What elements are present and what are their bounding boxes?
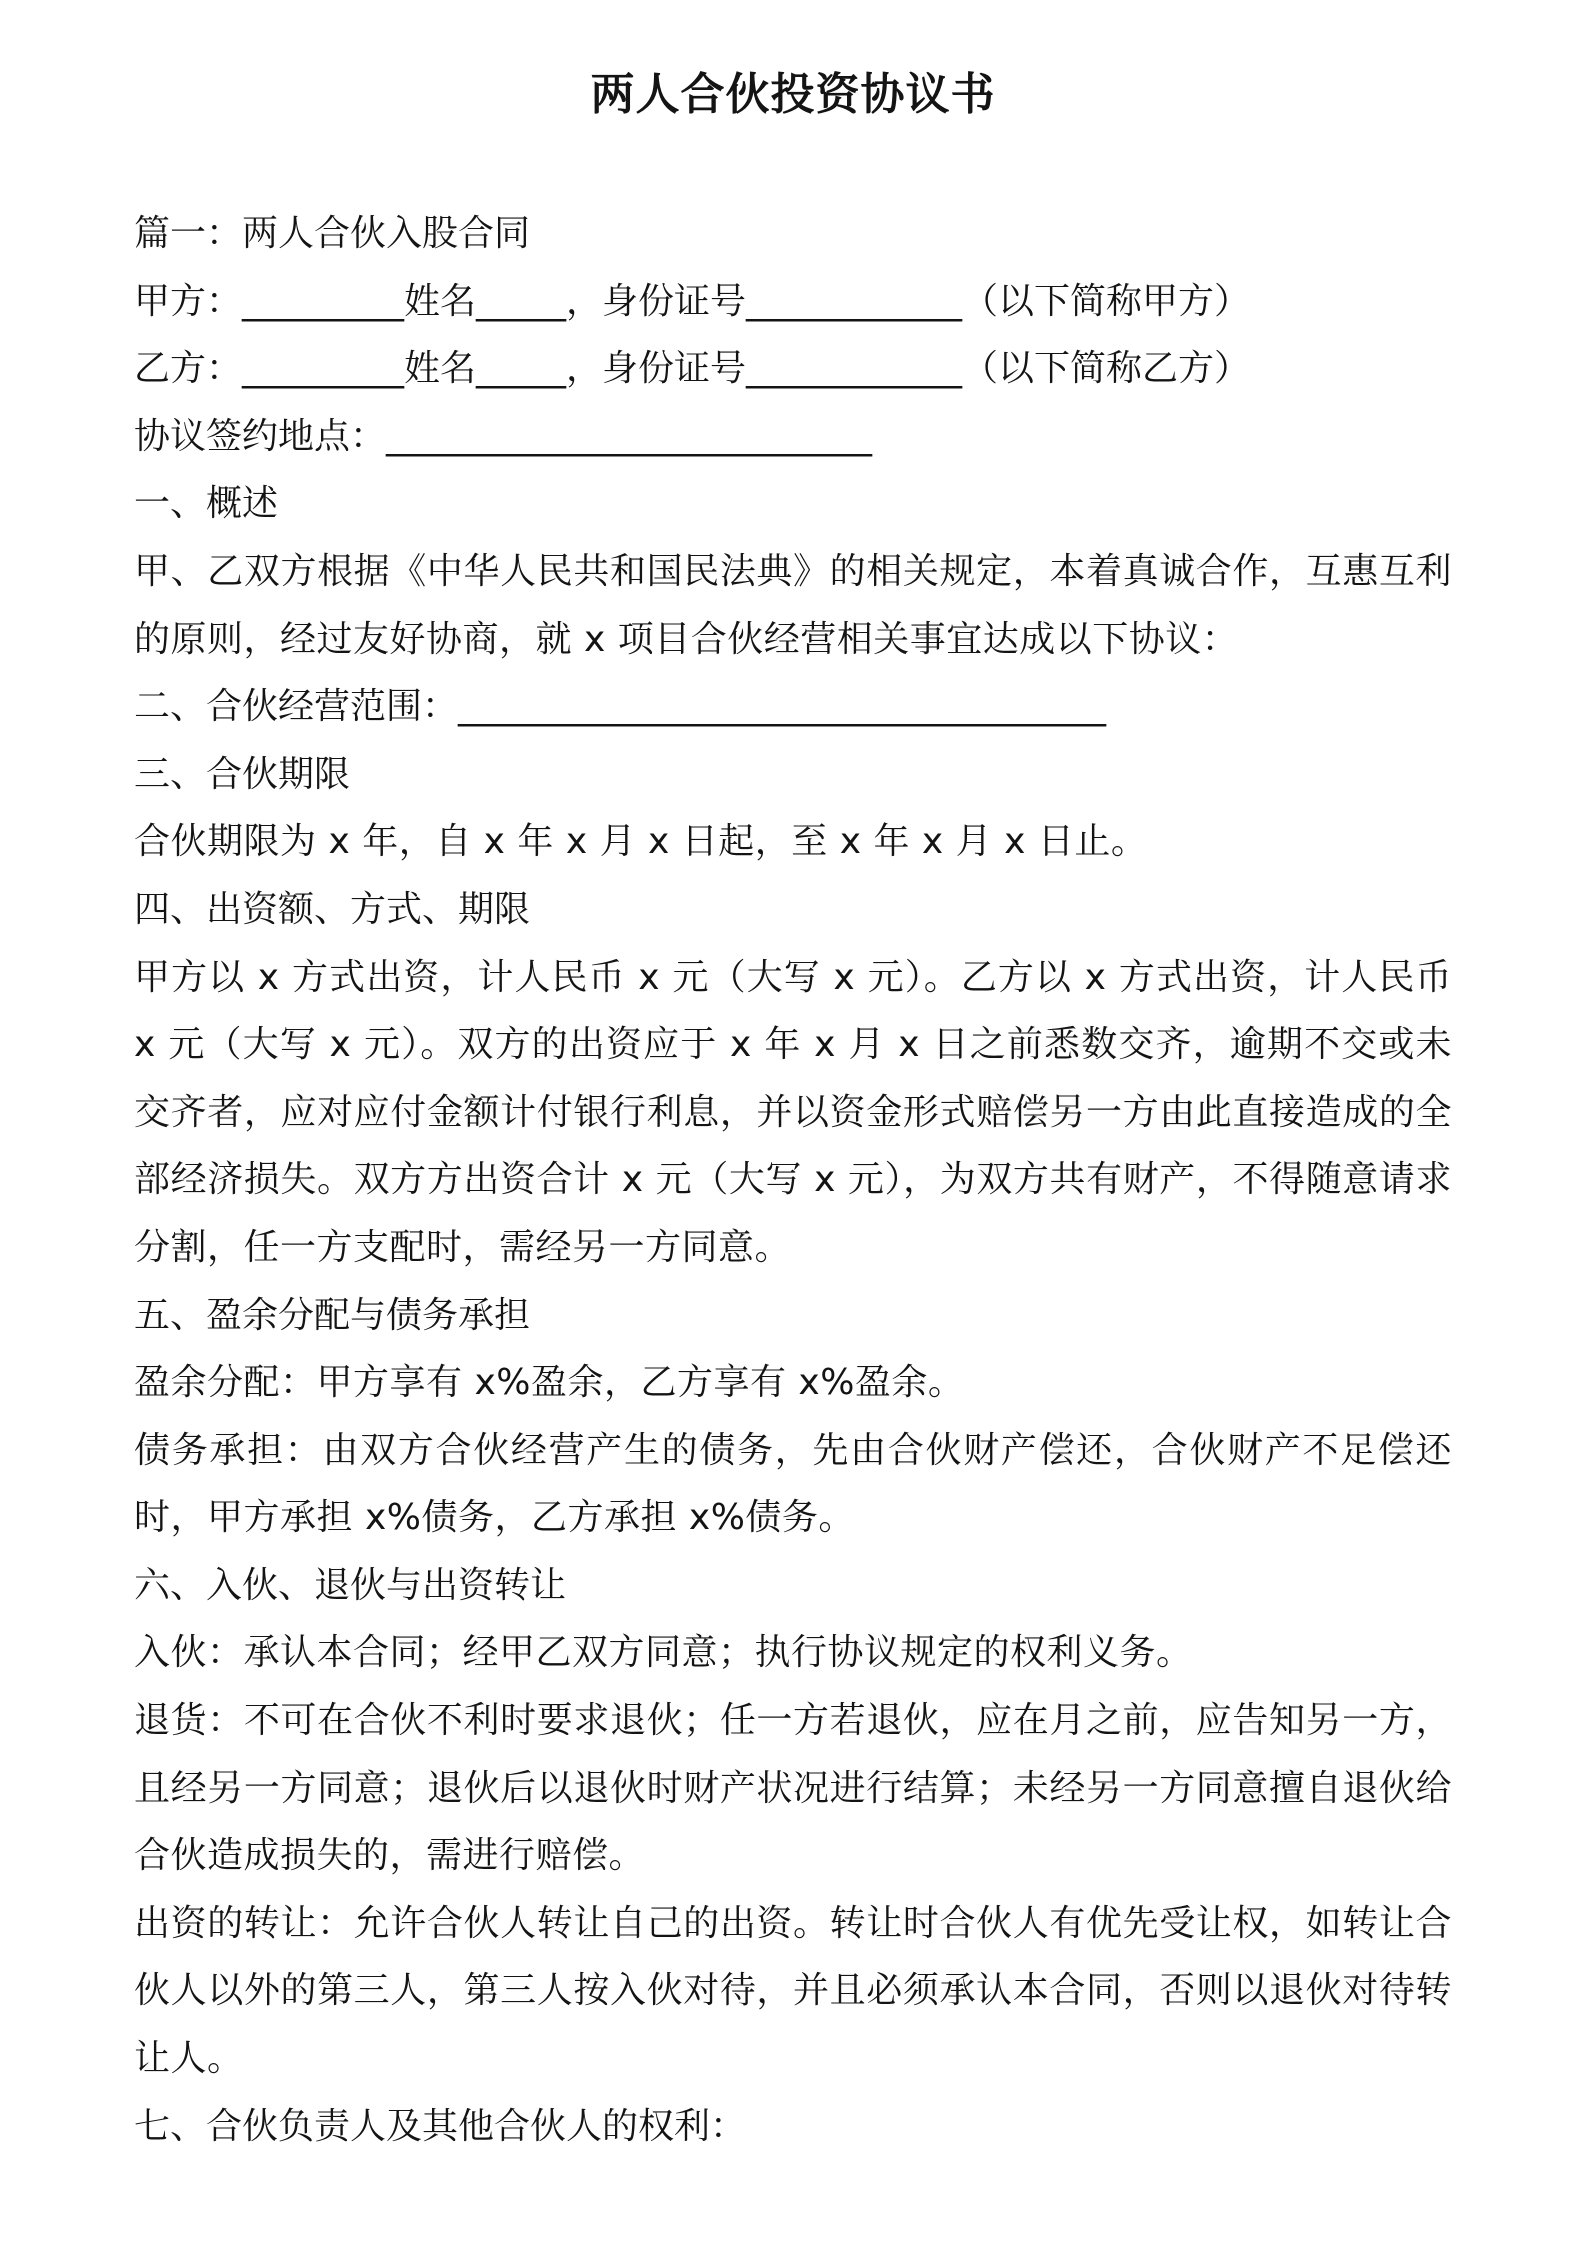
section-heading: 三、合伙期限 [134,753,351,795]
document-body [134,200,1452,2160]
party-b-line: 乙方：_________姓名_____，身份证号____________（以下简称乙方） [134,348,1251,390]
section-paragraph: 出资的转让：允许合伙人转让自己的出资。转让时合伙人有优先受让权，如转让合伙人以外的第三人，第三人按入伙对待，并且必须承认本合同，否则以退伙对待转让人。 [134,1902,1452,2080]
section-paragraph: 甲方以 x 方式出资，计人民币 x 元（大写 x 元）。乙方以 x 方式出资，计人民币 x 元（大写 x 元）。双方的出资应于 x 年 x 月 x 日之前悉数交齐，逾期不交或未交齐者，应对应付金额计付银行利息，并以资金形式赔偿另一方由此直接造成的全部经济损失。双方方出资合计 x 元（大写 x 元），为双方共有财产，不得随意请求分割，任一方支配时，需经另一方同意。 [134,956,1452,1268]
section-heading: 五、盈余分配与债务承担 [134,1294,531,1336]
section-paragraph: 入伙：承认本合同；经甲乙双方同意；执行协议规定的权利义务。 [134,1632,1193,1674]
section-heading: 四、出资额、方式、期限 [134,888,531,930]
signing-place-line: 协议签约地点：___________________________ [134,415,873,457]
section-paragraph: 甲、乙双方根据《中华人民共和国民法典》的相关规定，本着真诚合作，互惠互利的原则，经过友好协商，就 x 项目合伙经营相关事宜达成以下协议： [134,550,1452,660]
section-paragraph: 债务承担：由双方合伙经营产生的债务，先由合伙财产偿还，合伙财产不足偿还时，甲方承担 x%债务，乙方承担 x%债务。 [134,1429,1452,1539]
party-a-line: 甲方：_________姓名_____，身份证号____________（以下简称甲方） [134,280,1251,322]
section-heading: 七、合伙负责人及其他合伙人的权利： [134,2105,747,2147]
document-title: 两人合伙投资协议书 [590,69,996,120]
section-heading: 二、合伙经营范围：____________________________________ [134,686,1107,728]
section-paragraph: 退货：不可在合伙不利时要求退伙；任一方若退伙，应在月之前，应告知另一方，且经另一方同意；退伙后以退伙时财产状况进行结算；未经另一方同意擅自退伙给合伙造成损失的，需进行赔偿。 [134,1700,1452,1877]
section-heading: 六、入伙、退伙与出资转让 [134,1564,567,1606]
section-heading: 一、概述 [134,483,279,525]
subtitle: 篇一：两人合伙入股合同 [134,213,531,254]
section-paragraph: 盈余分配：甲方享有 x%盈余，乙方享有 x%盈余。 [134,1362,965,1404]
section-paragraph: 合伙期限为 x 年，自 x 年 x 月 x 日起，至 x 年 x 月 x 日止。 [134,821,1148,863]
